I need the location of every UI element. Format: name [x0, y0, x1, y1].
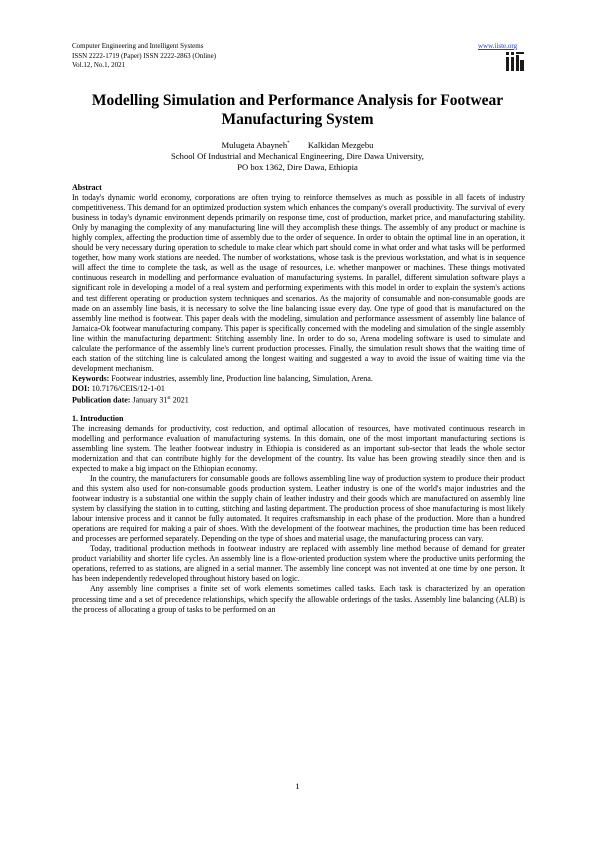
- keywords-text: Footwear industries, assembly line, Production line balancing, Simulation, Arena.: [111, 373, 373, 383]
- author-1: [222, 140, 290, 150]
- affiliation-line-1: School Of Industrial and Mechanical Engineering, Dire Dawa University,: [171, 151, 424, 162]
- abstract-text: In today's dynamic world economy, corporations are often trying to reinforce themselves as much as possible in all facets of industry competitiveness. This demand for an optimized production system which enhances the company's overall productivity. The survival of every business in today's dynamic environment depends primarily on response time, cost of production, market price, and manufacturing stability. Only by managing the complexity of any manufacturing line will they accomplish these things. The assembly of any product or machine is highly complex, affecting the production time of assembly due to the order of sequence. In order to obtain the optimal line in an operation, it should be very necessary during operation to schedule to make clear which part should come in what order and what tasks will be performed together, how many work stations are needed. The number of workstations, whose task is the previous workstation, and what is in sequence will affect the time to complete the task, as well as the usage of resources, i.e. whether manpower or machines. These things motivated continuous research in modelling and performance evaluation of manufacturing systems. In parallel, different simulation software plays a significant role in developing a model of a real system and performing experiments with this model in order to explain the system's actions and test different operating or production system techniques and scenarios. As the majority of consumable and non-consumable goods are made on an assembly line basis, it is necessary to solve the line balancing issue every day. One type of good that is manufactured on the assembly line method is footwear. This paper deals with the modeling, simulation and performance assessment of assembly line balance of Jamaica-Ok footwear manufacturing company. This paper is specifically concerned with the modeling and simulation of the single assembly line within the manufacturing department: Stitching assembly line. In order to do so, Arena modeling software is used to simulate and calculate the performance of the assembly line's current production processes. Finally, the simulation result shows that the waiting time of each station of the stitching line is calculated among the longest waiting and suggested a way to avoid the issue of waiting time via the development mechanism.: [72, 193, 525, 373]
- affiliation-line-2: PO box 1362, Dire Dawa, Ethiopia: [237, 162, 358, 173]
- section-gap: [72, 406, 525, 414]
- intro-paragraph-1: The increasing demands for productivity, cost reduction, and optimal allocation of resources, have motivated continuous research in modelling and performance evaluation of manufacturing systems. In this domain, one of the most important manufacturing sections is assembling line system. The leather footwear industry in Ethiopia is considered as an important sub-sector that leads the whole sector modernization and that can contribute highly for the development of the country. Its value has been growing steadily since then and is expected to make a big impact on the Ethiopian economy.: [72, 423, 525, 473]
- doi-line: [72, 384, 525, 394]
- author-1-name: Mulugeta Abayneh: [221, 139, 288, 150]
- journal-url-link[interactable]: www.iiste.org: [478, 42, 518, 50]
- doi-label: DOI:: [72, 383, 90, 393]
- intro-paragraph-4: Any assembly line comprises a finite set of work elements sometimes called tasks. Each task is characterized by an operation processing time and a set of precedence relationships, which specify the allowable orderings of the tasks. Assembly line balancing (ALB) is the process of allocating a group of tasks to be performed on an: [72, 584, 525, 614]
- page-number: 1: [295, 781, 300, 791]
- corresponding-mark: *: [287, 141, 290, 146]
- publication-date-label: Publication date:: [72, 395, 131, 405]
- publication-date-line: [72, 394, 525, 406]
- author-2: Kalkidan Mezgebu: [307, 139, 374, 150]
- issn-line: ISSN 2222-1719 (Paper) ISSN 2222-2863 (Online): [72, 51, 217, 60]
- author-names: [72, 138, 523, 151]
- keywords-label: Keywords:: [72, 373, 110, 383]
- abstract-heading: Abstract: [72, 183, 102, 192]
- publication-year: 2021: [172, 395, 189, 405]
- publication-date-text: January 31: [132, 395, 168, 405]
- intro-paragraph-3: Today, traditional production methods in footwear industry are replaced with assembly line method because of demand for greater product variability and shorter life cycles. An assembly line is a flow-oriented production system where the productive units performing the operations, referred to as stations, are aligned in a serial manner. The assembly line concept was not invented at one time by one person. It has been independently redeveloped throughout history based on logic.: [72, 544, 525, 584]
- introduction-heading: 1. Introduction: [72, 413, 124, 423]
- journal-name: Computer Engineering and Intelligent Systems: [72, 42, 204, 50]
- doi-text: 10.7176/CEIS/12-1-01: [91, 383, 165, 393]
- publication-date-suffix: st: [167, 395, 171, 401]
- author-block: [72, 138, 523, 173]
- paper-title: Modelling Simulation and Performance Analysis for Footwear Manufacturing System: [91, 92, 504, 128]
- iiste-logo-icon: [505, 51, 525, 73]
- keywords-line: [72, 374, 525, 384]
- volume-line: Vol.12, No.1, 2021: [72, 61, 126, 70]
- paper-body: [72, 183, 525, 615]
- intro-paragraph-2: In the country, the manufacturers for consumable goods are follows assembling line way of production system to produce their product and this system also used for non-consumable goods production system. Leather industry is one of the world's major industries and the footwear industry is a substantial one within the supply chain of leather industry and their goods which are manufactured on assembly line system by classifying the station in to cutting, stitching and lasting department. The production process of shoe manufacturing is most likely labour intensive process and it cannot be fully automated. It requires craftsmanship in each phase of the production. More than a hundred operations are required for making a pair of shoes. With the development of the footwear machines, the production time has been reduced and processes are performed separately. Depending on the type of shoes and material usage, the manufacturing process can vary.: [72, 473, 525, 544]
- journal-header: [72, 42, 527, 71]
